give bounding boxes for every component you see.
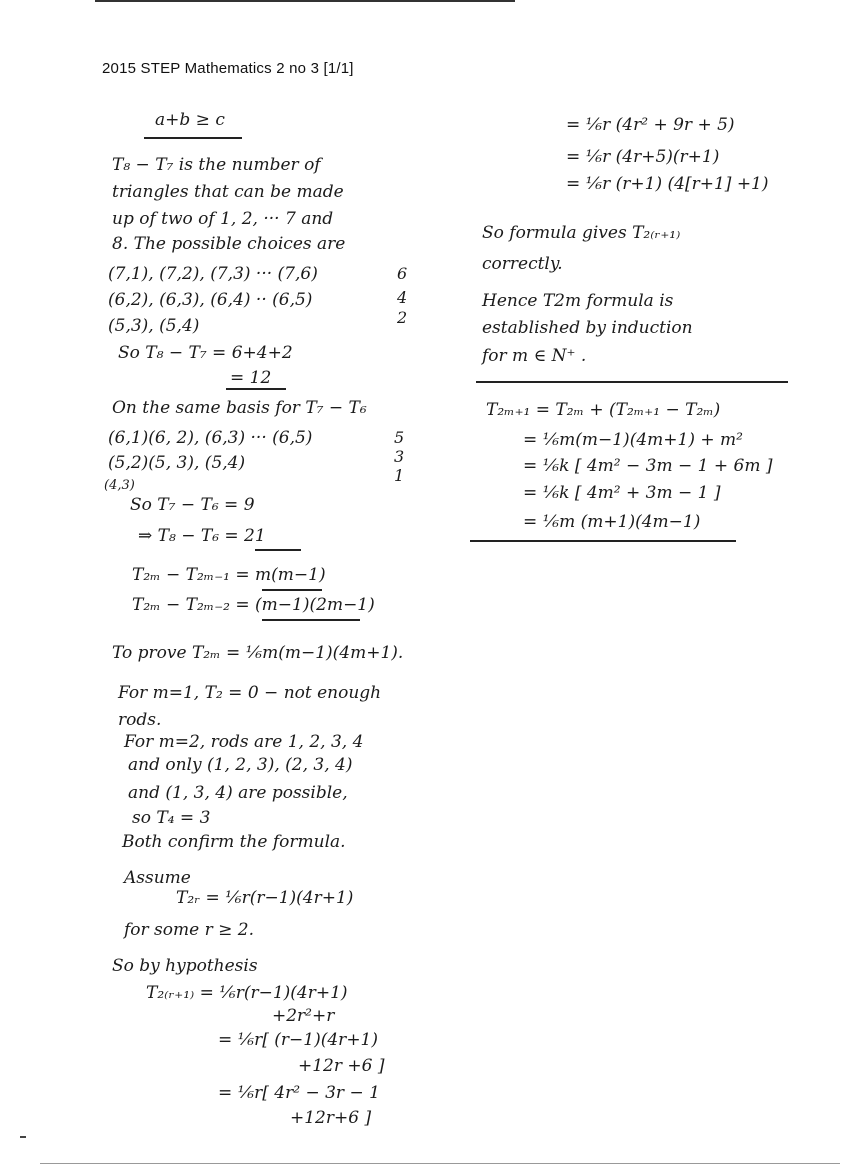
sum-result: = 12 <box>230 368 272 388</box>
underline <box>255 549 301 551</box>
claim-line: To prove T₂ₘ = ⅙m(m−1)(4m+1). <box>112 643 404 663</box>
text-line: and only (1, 2, 3), (2, 3, 4) <box>128 755 353 775</box>
text-line: so T₄ = 3 <box>132 808 211 828</box>
conclusion-line: for m ∈ N⁺ . <box>482 346 587 366</box>
difference-formula: T₂ₘ − T₂ₘ₋₂ = (m−1)(2m−1) <box>132 595 375 615</box>
count-value: 2 <box>397 308 408 327</box>
pairs-line: (6,1)(6, 2), (6,3) ··· (6,5) <box>108 428 313 448</box>
pairs-line: (4,3) <box>104 478 135 493</box>
underline <box>226 388 286 390</box>
underline <box>262 619 360 621</box>
odd-case-formula: = ⅙m(m−1)(4m+1) + m² <box>523 430 743 450</box>
implication-line: ⇒ T₈ − T₆ = 21 <box>138 526 266 546</box>
scan-speck <box>40 1163 840 1164</box>
count-value: 4 <box>397 288 408 307</box>
underline <box>262 589 322 591</box>
odd-case-formula: = ⅙k [ 4m² + 3m − 1 ] <box>523 483 721 503</box>
conclusion-line: established by induction <box>482 318 693 338</box>
text-line: For m=2, rods are 1, 2, 3, 4 <box>124 732 364 752</box>
text-line: On the same basis for T₇ − T₆ <box>112 398 367 418</box>
text-line: rods. <box>118 710 162 730</box>
pairs-line: (5,2)(5, 3), (5,4) <box>108 453 246 473</box>
difference-formula: T₂ₘ − T₂ₘ₋₁ = m(m−1) <box>132 565 326 585</box>
conclusion-line: Hence T2m formula is <box>482 291 674 311</box>
text-line: For m=1, T₂ = 0 − not enough <box>118 683 382 703</box>
hypothesis-formula: T₂ᵣ = ⅙r(r−1)(4r+1) <box>176 888 354 908</box>
induction-step: = ⅙r[ (r−1)(4r+1) <box>218 1030 379 1050</box>
text-line: T₈ − T₇ is the number of <box>112 155 321 175</box>
conclusion-line: So formula gives T₂₍ᵣ₊₁₎ <box>482 223 681 243</box>
page-header: 2015 STEP Mathematics 2 no 3 [1/1] <box>102 60 354 77</box>
induction-step: = ⅙r (r+1) (4[r+1] +1) <box>566 174 769 194</box>
odd-case-formula: = ⅙m (m+1)(4m−1) <box>523 512 701 532</box>
induction-step: +2r²+r <box>272 1006 335 1026</box>
pairs-line: (5,3), (5,4) <box>108 316 200 336</box>
text-line: and (1, 3, 4) are possible, <box>128 783 348 803</box>
scan-edge-mark <box>95 0 515 2</box>
count-value: 1 <box>394 466 405 485</box>
induction-step: = ⅙r (4r² + 9r + 5) <box>566 115 735 135</box>
text-line: triangles that can be made <box>112 182 344 202</box>
pairs-line: (6,2), (6,3), (6,4) ·· (6,5) <box>108 290 313 310</box>
scan-speck <box>20 1136 26 1138</box>
underline <box>144 137 242 139</box>
text-line: Assume <box>124 868 191 888</box>
count-value: 5 <box>394 428 405 447</box>
text-line: So by hypothesis <box>112 956 258 976</box>
induction-step: +12r+6 ] <box>290 1108 372 1128</box>
text-line: 8. The possible choices are <box>112 234 346 254</box>
sum-line: So T₈ − T₇ = 6+4+2 <box>118 343 293 363</box>
count-value: 3 <box>394 447 405 466</box>
divider-line <box>476 381 788 383</box>
sum-line: So T₇ − T₆ = 9 <box>130 495 255 515</box>
odd-case-formula: T₂ₘ₊₁ = T₂ₘ + (T₂ₘ₊₁ − T₂ₘ) <box>486 400 721 420</box>
inequality-heading: a+b ≥ c <box>155 110 225 130</box>
text-line: for some r ≥ 2. <box>124 920 254 940</box>
induction-step: = ⅙r[ 4r² − 3r − 1 <box>218 1083 380 1103</box>
induction-step: = ⅙r (4r+5)(r+1) <box>566 147 720 167</box>
pairs-line: (7,1), (7,2), (7,3) ··· (7,6) <box>108 264 318 284</box>
text-line: up of two of 1, 2, ··· 7 and <box>112 209 334 229</box>
text-line: Both confirm the formula. <box>122 832 346 852</box>
divider-line <box>470 540 736 542</box>
induction-step: +12r +6 ] <box>298 1056 385 1076</box>
odd-case-formula: = ⅙k [ 4m² − 3m − 1 + 6m ] <box>523 456 773 476</box>
conclusion-line: correctly. <box>482 254 563 274</box>
count-value: 6 <box>397 264 408 283</box>
induction-step: T₂₍ᵣ₊₁₎ = ⅙r(r−1)(4r+1) <box>146 983 348 1003</box>
